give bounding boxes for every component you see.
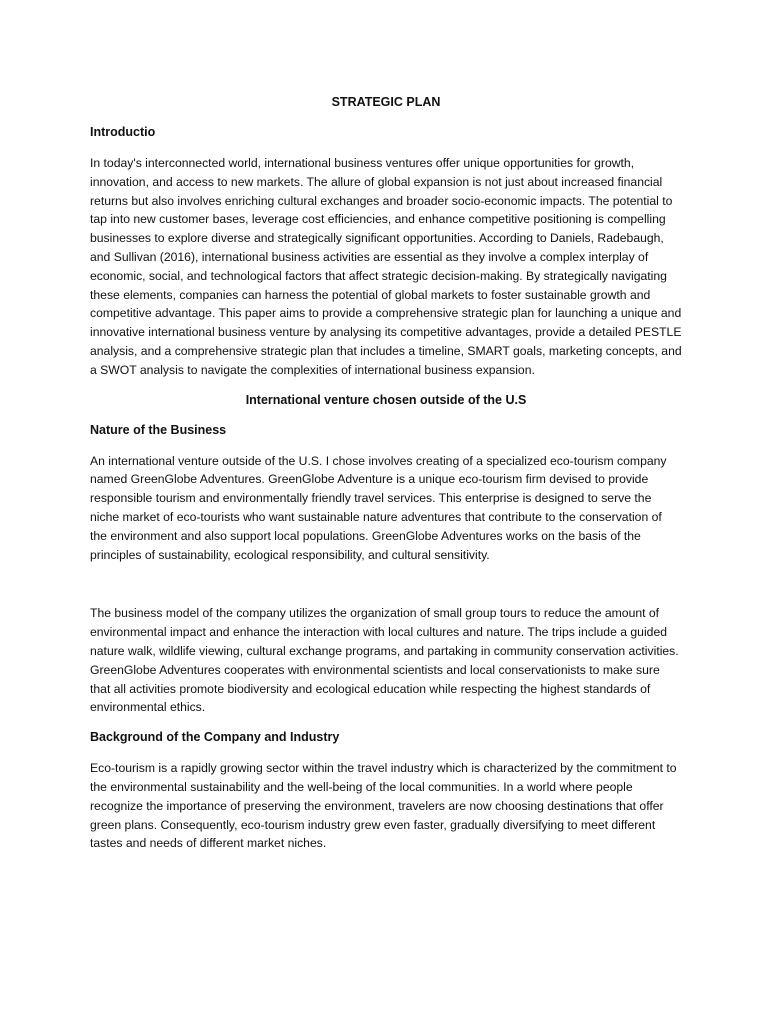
background-paragraph: Eco-tourism is a rapidly growing sector within the travel industry which is characterized by the commitment to the environmental sustainability and the well-being of the local communities. In a world where people recognize the importance of preserving the environment, travelers are now choosing destinations that offer green plans. Consequently, eco-tourism industry grew even faster, gradually diversifying to meet different tastes and needs of different market niches. [90, 761, 677, 851]
nature-heading: Nature of the Business [90, 422, 227, 437]
nature-paragraph-1: An international venture outside of the U.S. I chose involves creating of a specialized eco-tourism company named GreenGlobe Adventures. GreenGlobe Adventure is a unique eco-tourism firm devised to provide responsible tourism and environmentally friendly travel services. This enterprise is designed to serve the niche market of eco-tourists who want sustainable nature adventures that contribute to the conservation of the environment and also support local populations. GreenGlobe Adventures works on the basis of the principles of sustainability, ecological responsibility, and cultural sensitivity. [90, 453, 667, 562]
intro-paragraph: In today's interconnected world, international business ventures offer unique opportunities for growth, innovation, and access to new markets. The allure of global expansion is not just about increased financial returns but also involves enriching cultural exchanges and broader socio-economic impacts. The potential to tap into new customer bases, leverage cost efficiencies, and enhance competitive positioning is compelling businesses to explore diverse and strategically significant opportunities. According to Daniels, Radebaugh, and Sullivan (2016), international business activities are essential as they involve a complex interplay of economic, social, and technological factors that affect strategic decision-making. By strategically navigating these elements, companies can harness the potential of global markets to foster sustainable growth and competitive advantage. This paper aims to provide a comprehensive strategic plan for launching a unique and innovative international business venture by analysing its competitive advantages, provide a detailed PESTLE analysis, and a comprehensive strategic plan that includes a timeline, SMART goals, marketing concepts, and a SWOT analysis to navigate the complexities of international business expansion. [90, 156, 682, 377]
venture-heading: International venture chosen outside of the U.S [245, 392, 527, 407]
background-heading: Background of the Company and Industry [90, 730, 340, 745]
nature-paragraph-2: The business model of the company utilizes the organization of small group tours to reduce the amount of environmental impact and enhance the interaction with local cultures and nature. The trips include a guided nature walk, wildlife viewing, cultural exchange programs, and partaking in community conservation activities. GreenGlobe Adventures cooperates with environmental scientists and local conservationists to make sure that all activities promote biodiversity and ecological education while respecting the highest standards of environmental ethics. [90, 606, 679, 715]
intro-heading: Introductio [90, 125, 156, 139]
paragraph-gap [90, 576, 682, 604]
document-title: STRATEGIC PLAN [331, 95, 441, 109]
document-body [90, 94, 682, 865]
